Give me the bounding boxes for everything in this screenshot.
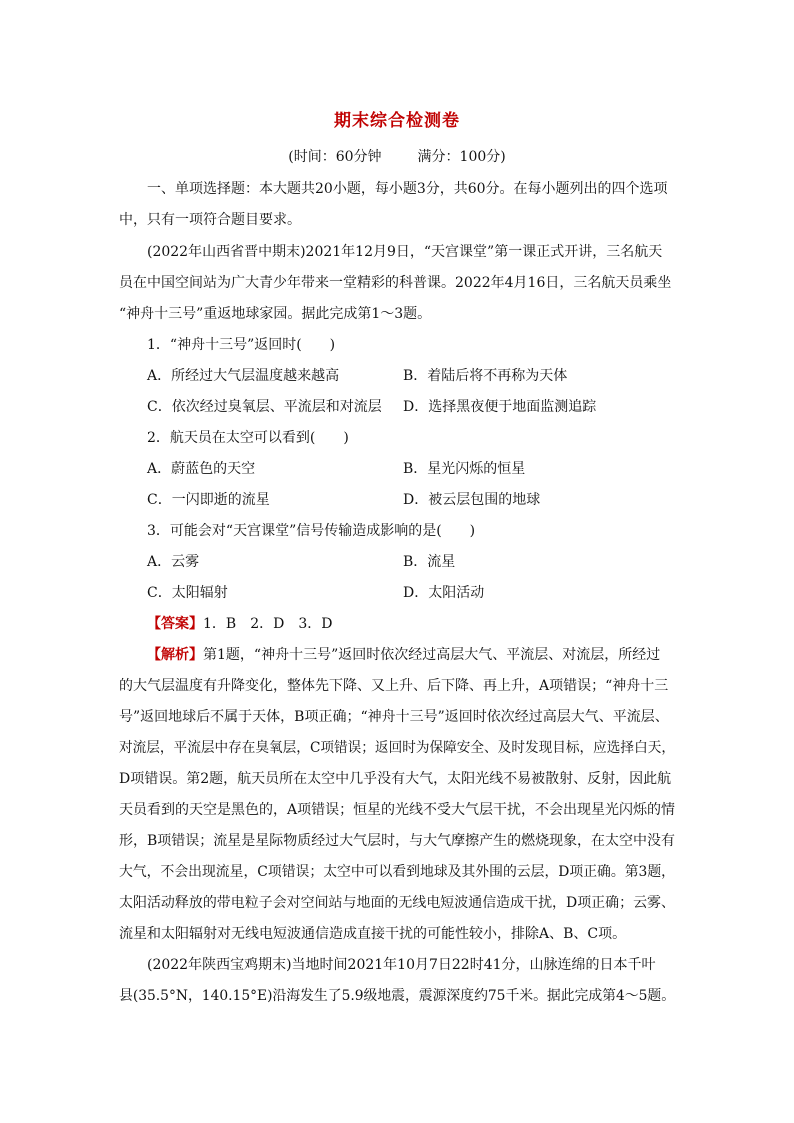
question3-option-b: B．流星 [403, 554, 456, 570]
analysis-tag: 【解析】 [147, 647, 203, 663]
exam-time: (时间：60分钟 [288, 149, 382, 165]
passage1-line3: “神舟十三号”重返地球家园。据此完成第1～3题。 [119, 306, 432, 322]
question1-stem: 1．“神舟十三号”返回时( ) [147, 337, 336, 353]
question2-option-b: B．星光闪烁的恒星 [403, 461, 526, 477]
passage2-line2: 县(35.5°N，140.15°E)沿海发生了5.9级地震，震源深度约75千米。据此完成第4～5题。 [119, 988, 676, 1004]
question1-option-d: D．选择黑夜便于地面监测追踪 [403, 399, 597, 415]
analysis-line7: 形，B项错误；流星是星际物质经过大气层时，与大气摩擦产生的燃烧现象，在太空中没有 [119, 833, 676, 849]
analysis-line5: D项错误。第2题，航天员所在太空中几乎没有大气，太阳光线不易被散射、反射，因此航 [119, 771, 672, 787]
question2-option-a: A．蔚蓝色的天空 [147, 461, 256, 477]
analysis-line9: 太阳活动释放的带电粒子会对空间站与地面的无线电短波通信造成干扰，D项正确；云雾、 [119, 895, 676, 911]
analysis-line3: 号”返回地球后不属于天体，B项正确；“神舟十三号”返回时依次经过高层大气、平流层、 [119, 709, 669, 725]
analysis-line2: 的大气层温度有升降变化，整体先下降、又上升、后下降、再上升，A项错误；“神舟十三 [119, 678, 669, 694]
question2-stem: 2．航天员在太空可以看到( ) [147, 430, 349, 446]
analysis-line10: 流星和太阳辐射对无线电短波通信造成直接干扰的可能性较小，排除A、B、C项。 [119, 926, 627, 942]
question2-option-c: C．一闪即逝的流星 [147, 492, 270, 508]
passage1-line2: 员在中国空间站为广大青少年带来一堂精彩的科普课。2022年4月16日，三名航天员乘坐 [119, 275, 672, 291]
analysis-line1 [147, 646, 660, 664]
question3-option-a: A．云雾 [147, 554, 200, 570]
question1-option-a: A．所经过大气层温度越来越高 [147, 368, 340, 384]
page-title: 期末综合检测卷 [334, 111, 460, 131]
question3-stem: 3．可能会对“天宫课堂”信号传输造成影响的是( ) [147, 523, 476, 539]
passage2-line1: (2022年陕西宝鸡期末)当地时间2021年10月7日22时41分，山脉连绵的日本千叶 [147, 957, 656, 973]
analysis-line6: 天员看到的天空是黑色的，A项错误；恒星的光线不受大气层干扰，不会出现星光闪烁的情 [119, 802, 675, 818]
section-heading-line2: 中，只有一项符合题目要求。 [119, 212, 301, 228]
question1-option-b: B．着陆后将不再称为天体 [403, 368, 568, 384]
question1-option-c: C．依次经过臭氧层、平流层和对流层 [147, 399, 382, 415]
answer-tag: 【答案】 [147, 616, 203, 632]
section-heading-line1: 一、单项选择题：本大题共20小题，每小题3分，共60分。在每小题列出的四个选项 [147, 181, 668, 197]
exam-info [0, 146, 794, 166]
question3-option-c: C．太阳辐射 [147, 585, 228, 601]
analysis-text-1: 第1题，“神舟十三号”返回时依次经过高层大气、平流层、对流层，所经过 [203, 647, 661, 663]
answer-line [147, 615, 332, 633]
exam-score: 满分：100分) [417, 149, 506, 165]
question3-option-d: D．太阳活动 [403, 585, 485, 601]
analysis-line4: 对流层，平流层中存在臭氧层，C项错误；返回时为保障安全、及时发现目标，应选择白天， [119, 740, 675, 756]
answer-text: 1．B 2．D 3．D [203, 616, 333, 632]
passage1-line1: (2022年山西省晋中期末)2021年12月9日，“天宫课堂”第一课正式开讲，三名航天 [147, 244, 663, 260]
analysis-line8: 大气，不会出现流星，C项错误；太空中可以看到地球及其外围的云层，D项正确。第3题， [119, 864, 675, 880]
question2-option-d: D．被云层包围的地球 [403, 492, 541, 508]
